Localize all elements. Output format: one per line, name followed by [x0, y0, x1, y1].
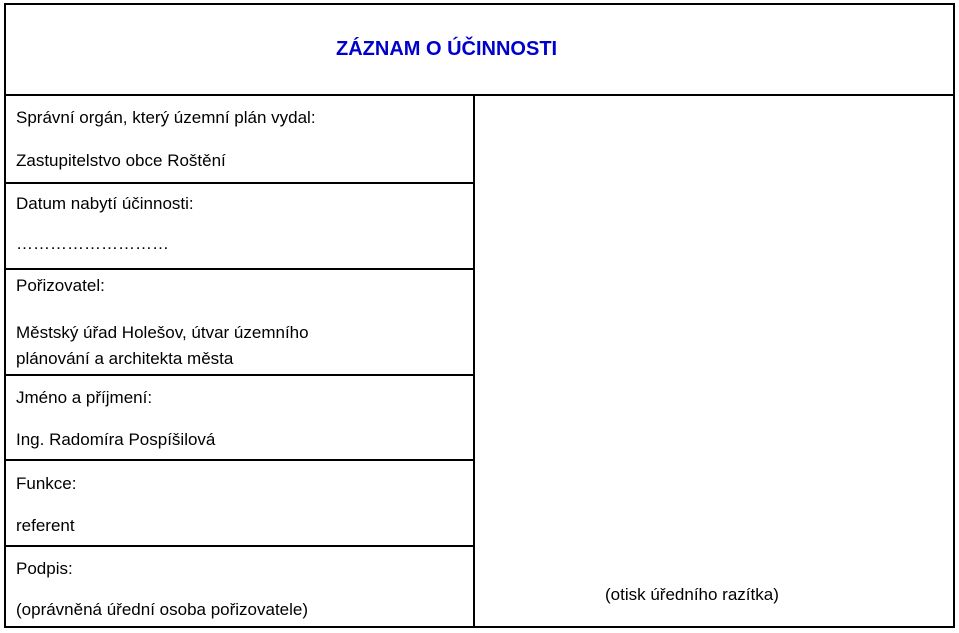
procurer-cell	[6, 270, 473, 376]
function-cell	[6, 461, 473, 547]
effective-date-label: Datum nabytí účinnosti:	[16, 194, 194, 213]
authority-value: Zastupitelstvo obce Roštění	[16, 151, 226, 170]
name-value: Ing. Radomíra Pospíšilová	[16, 430, 216, 449]
authority-label: Správní orgán, který územní plán vydal:	[16, 108, 316, 127]
signature-note: (oprávněná úřední osoba pořizovatele)	[16, 600, 309, 619]
procurer-value-line1: Městský úřad Holešov, útvar územního	[16, 323, 309, 342]
form-title: ZÁZNAM O ÚČINNOSTI	[336, 38, 558, 60]
details-column	[6, 96, 475, 626]
signature-label: Podpis:	[16, 559, 73, 578]
procurer-value-line2: plánování a architekta města	[16, 349, 234, 368]
function-value: referent	[16, 516, 75, 535]
name-label: Jméno a příjmení:	[16, 388, 153, 407]
effective-date-value: ………………………	[16, 234, 169, 253]
function-label: Funkce:	[16, 474, 77, 493]
title-row	[6, 5, 953, 96]
procurer-label: Pořizovatel:	[16, 276, 105, 295]
effectiveness-record-form	[4, 3, 955, 628]
effective-date-cell	[6, 184, 473, 270]
signature-cell	[6, 547, 473, 626]
name-cell	[6, 376, 473, 461]
stamp-note: (otisk úředního razítka)	[605, 585, 779, 604]
authority-cell	[6, 96, 473, 184]
